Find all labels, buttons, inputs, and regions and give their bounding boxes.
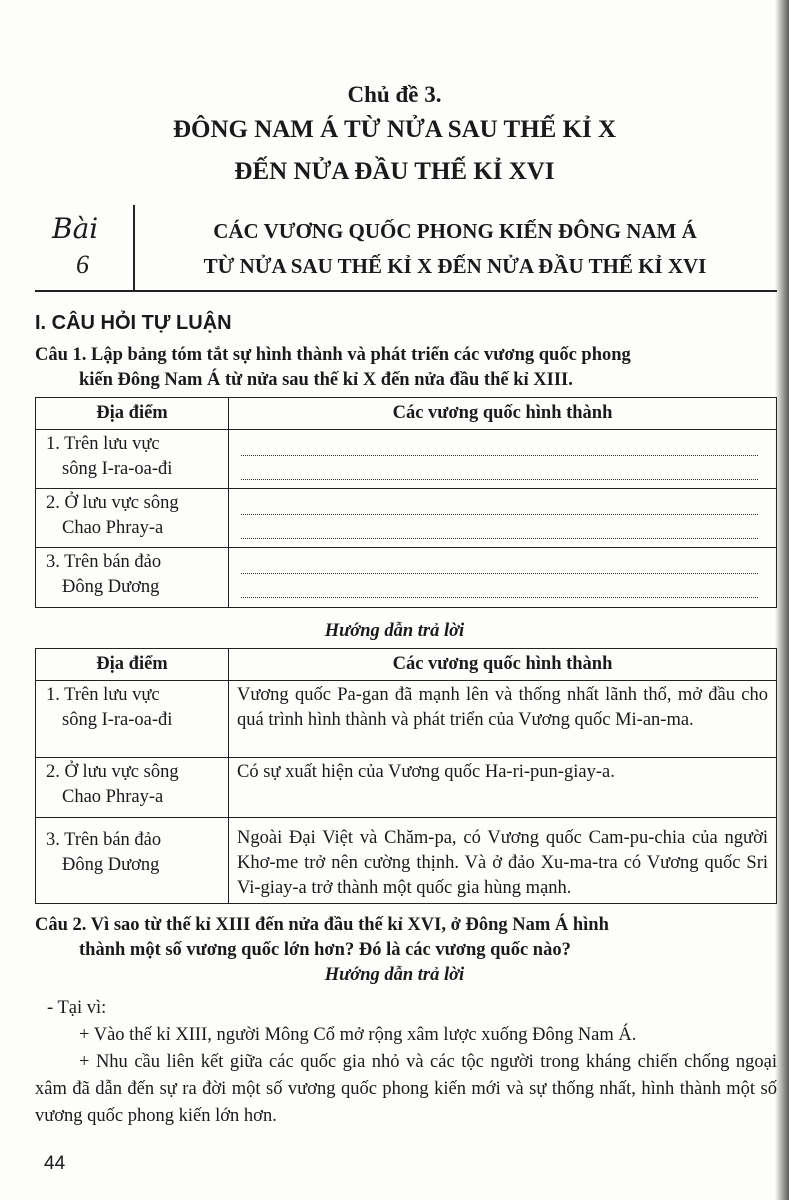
question-2-line-1: Câu 2. Vì sao từ thế kỉ XIII đến nửa đầu thế kỉ XVI, ở Đông Nam Á hình <box>35 915 609 935</box>
answer-blank[interactable] <box>241 552 758 574</box>
answer-line: + Vào thế kỉ XIII, người Mông Cổ mở rộng xâm lược xuống Đông Nam Á. <box>79 1025 637 1045</box>
place-line: 3. Trên bán đảo <box>46 552 162 572</box>
guide-heading-2: Hướng dẫn trả lời <box>324 965 465 985</box>
lesson-divider <box>133 205 135 290</box>
table-row <box>36 818 777 904</box>
q2-answer <box>35 995 777 1130</box>
place-line: 3. Trên bán đảo <box>46 830 162 850</box>
question-1-line-1: Câu 1. Lập bảng tóm tắt sự hình thành và phát triển các vương quốc phong <box>35 345 631 365</box>
place-line: Chao Phray-a <box>62 787 164 807</box>
table-row <box>36 681 777 758</box>
question-1 <box>35 343 770 393</box>
place-line: Đông Dương <box>62 855 160 875</box>
place-line: 1. Trên lưu vực <box>46 685 160 705</box>
lesson-title-line-1: CÁC VƯƠNG QUỐC PHONG KIẾN ĐÔNG NAM Á <box>213 219 697 243</box>
answer-blank[interactable] <box>241 434 758 456</box>
question-2-line-2: thành một số vương quốc lớn hơn? Đó là các vương quốc nào? <box>79 940 571 960</box>
header-kingdoms: Các vương quốc hình thành <box>229 398 777 430</box>
header-kingdoms: Các vương quốc hình thành <box>229 649 777 681</box>
table-row <box>36 430 777 489</box>
place-line: 1. Trên lưu vực <box>46 434 160 454</box>
answer-blank[interactable] <box>241 493 758 515</box>
place-line: 2. Ở lưu vực sông <box>46 762 179 782</box>
question-1-line-2: kiến Đông Nam Á từ nửa sau thế kỉ X đến nửa đầu thế kỉ XIII. <box>79 370 573 390</box>
topic-title-line-2: ĐẾN NỬA ĐẦU THẾ KỈ XVI <box>234 158 555 185</box>
place-line: sông I-ra-oa-đi <box>62 459 173 479</box>
section-heading: I. CÂU HỎI TỰ LUẬN <box>35 312 232 334</box>
header-location: Địa điểm <box>36 649 229 681</box>
question-2 <box>35 913 770 963</box>
table-row <box>36 548 777 608</box>
table-row <box>36 489 777 548</box>
place-line: Chao Phray-a <box>62 518 164 538</box>
answer-cell: Vương quốc Pa-gan đã mạnh lên và thống nhất lãnh thổ, mở đầu cho quá trình hình thành và phát triển của Vương quốc Mi-an-ma. <box>229 681 777 758</box>
place-line: 2. Ở lưu vực sông <box>46 493 179 513</box>
answer-line: - Tại vì: <box>47 998 107 1018</box>
lesson-title-line-2: TỪ NỬA SAU THẾ KỈ X ĐẾN NỬA ĐẦU THẾ KỈ XVI <box>203 254 707 278</box>
answer-blank[interactable] <box>241 517 758 539</box>
exercise-table <box>35 397 777 608</box>
place-line: sông I-ra-oa-đi <box>62 710 173 730</box>
lesson-label: Bài <box>52 212 99 245</box>
answer-cell: Ngoài Đại Việt và Chăm-pa, có Vương quốc Cam-pu-chia của người Khơ-me trở nên cường thịnh. Và ở đảo Xu-ma-tra có Vương quốc Sri Vi-giay-a trở thành một quốc gia hùng mạnh. <box>229 818 777 904</box>
header-location: Địa điểm <box>36 398 229 430</box>
answer-line: + Nhu cầu liên kết giữa các quốc gia nhỏ và các tộc người trong kháng chiến chống ngoại xâm đã dẫn đến sự ra đời một số vương quốc phong kiến mới và sự thống nhất, hình thành một số vương quốc phong kiến lớn hơn. <box>35 1052 777 1126</box>
topic-label: Chủ đề 3. <box>347 82 442 107</box>
topic-title-line-1: ĐÔNG NAM Á TỪ NỬA SAU THẾ KỈ X <box>172 116 617 143</box>
table-row <box>36 758 777 818</box>
place-line: Đông Dương <box>62 577 160 597</box>
answer-blank[interactable] <box>241 458 758 480</box>
answer-table <box>35 648 777 904</box>
page-number: 44 <box>44 1153 66 1174</box>
guide-heading-1: Hướng dẫn trả lời <box>324 621 465 641</box>
lesson-number: 6 <box>76 250 89 279</box>
header-rule <box>35 290 777 292</box>
answer-blank[interactable] <box>241 576 758 598</box>
answer-cell: Có sự xuất hiện của Vương quốc Ha-ri-pun-giay-a. <box>229 758 777 818</box>
